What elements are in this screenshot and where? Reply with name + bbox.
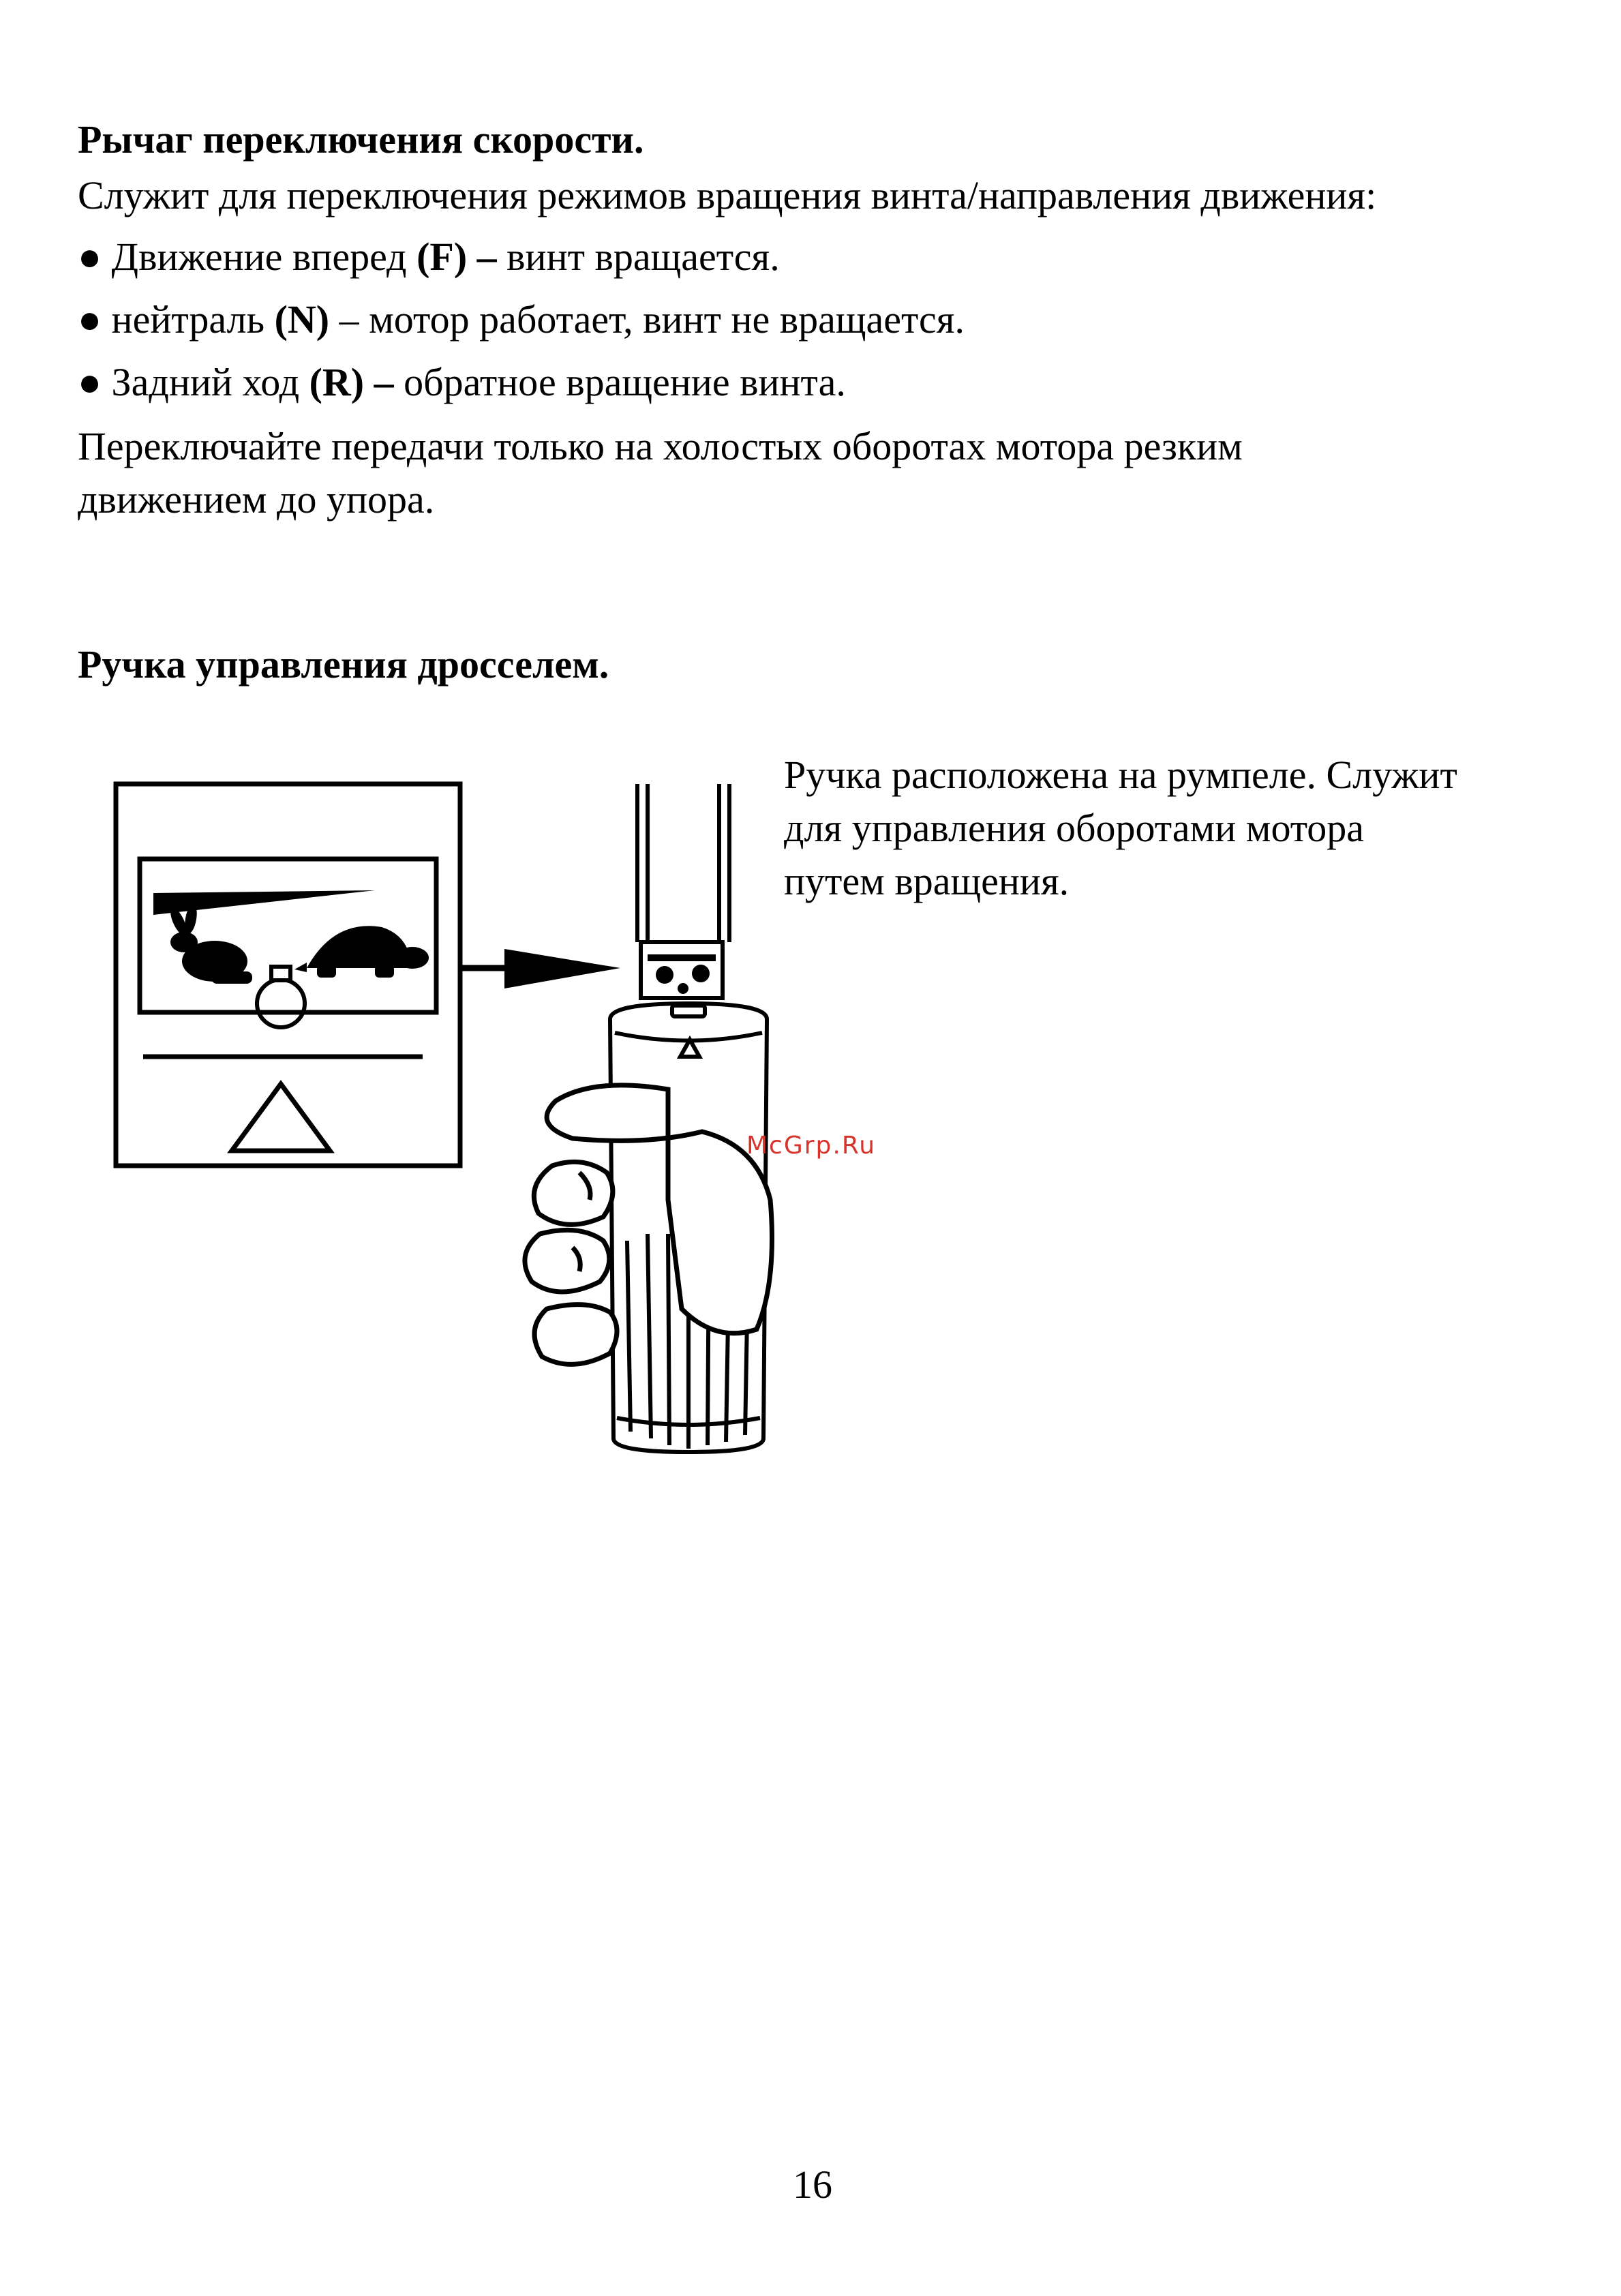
desc-line: Ручка расположена на румпеле. Служит [784,753,1457,797]
section-title-throttle: Ручка управления дросселем. [78,642,609,686]
watermark-text: McGrp.Ru [746,1132,877,1160]
arrow-right-icon [460,949,620,988]
tiller-shaft [637,784,729,998]
speed-wedge-icon [153,890,375,915]
desc-line: для управления оборотами мотора [784,806,1365,850]
rabbit-icon [167,903,252,984]
bullet-rest: – мотор работает, винт не вращается. [329,297,965,342]
bullet-code: (R) – [309,360,394,404]
bullet-code: (F) – [416,235,497,279]
note-line: Переключайте передачи только на холостых оборотах мотора резким [78,424,1243,468]
bullet-rest: винт вращается. [496,235,780,279]
bullet-neutral [78,296,965,344]
note-line: движением до упора. [78,477,435,522]
bullet-symbol: ● [78,360,102,404]
bullet-symbol: ● [78,235,102,279]
page-number: 16 [793,2162,832,2207]
throttle-illustration [102,764,784,1486]
desc-line: путем вращения. [784,859,1070,903]
section-intro-gear-lever: Служит для переключения режимов вращения винта/направления движения: [78,173,1377,217]
bullet-rest: обратное вращение винта. [393,360,846,404]
bullet-label: нейтраль [102,297,275,342]
throttle-knob-icon [257,967,305,1027]
warning-triangle-icon [232,1084,330,1151]
throttle-description [784,749,1457,908]
bullet-label: Движение вперед [102,235,417,279]
bullet-forward [78,233,780,281]
turtle-icon [294,926,429,978]
bullet-reverse [78,359,846,406]
gear-shift-note [78,420,1243,526]
bullet-code: (N) [274,297,330,342]
bullet-label: Задний ход [102,360,309,404]
bullet-symbol: ● [78,297,102,342]
section-title-gear-lever: Рычаг переключения скорости. [78,117,644,162]
